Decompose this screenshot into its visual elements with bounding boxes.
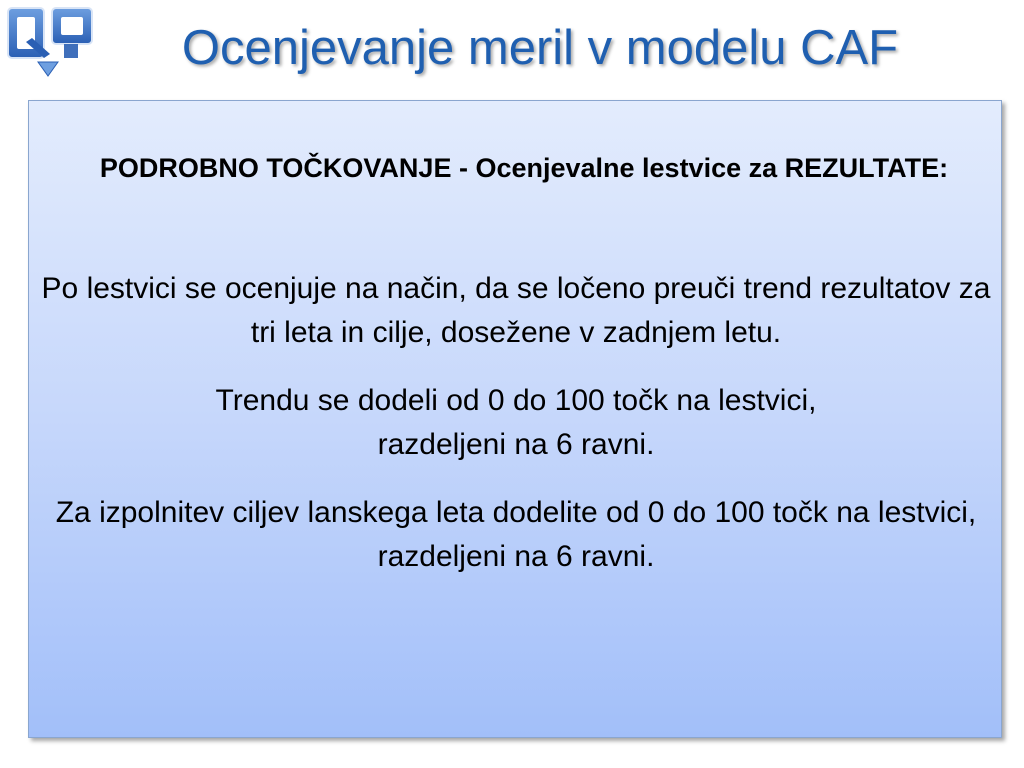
qp-logo-icon [4, 2, 100, 80]
paragraph-2-line-1: Trendu se dodeli od 0 do 100 točk na lestvici, [215, 384, 817, 417]
slide-title: Ocenjevanje meril v modelu CAF [181, 21, 899, 75]
content-box [28, 100, 1002, 738]
paragraph-2 [37, 379, 995, 467]
content-heading: PODROBNO TOČKOVANJE - Ocenjevalne lestvice za REZULTATE: [99, 153, 949, 183]
paragraph-3: Za izpolnitev ciljev lanskega leta dodelite od 0 do 100 točk na lestvici, razdeljeni na 6 ravni. [55, 496, 977, 573]
paragraph-2-line-2: razdeljeni na 6 ravni. [377, 428, 655, 461]
paragraph-1: Po lestvici se ocenjuje na način, da se ločeno preuči trend rezultatov za tri leta in cilje, dosežene v zadnjem letu. [41, 272, 991, 349]
